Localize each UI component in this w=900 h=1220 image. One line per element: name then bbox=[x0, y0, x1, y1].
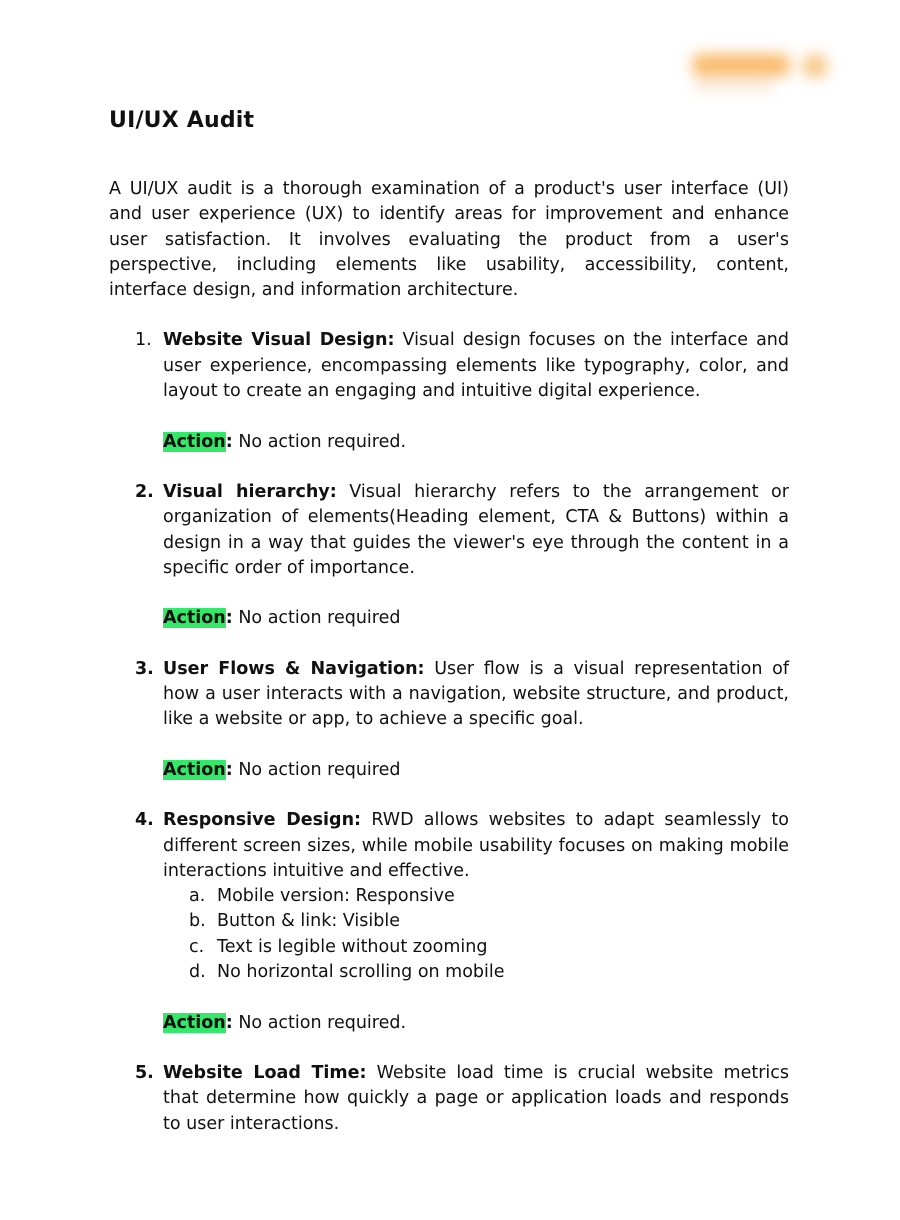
action-colon: : bbox=[225, 608, 233, 629]
action-text: No action required bbox=[238, 759, 401, 780]
section-description bbox=[163, 480, 789, 581]
audit-section-3 bbox=[109, 657, 789, 783]
intro-paragraph: A UI/UX audit is a thorough examination of a product's user interface (UI) and user experience (UX) to identify areas for improvement and enhance user satisfaction. It involves evaluating the product from a user's perspective, including elements like usability, accessibility, content, interface design, and information architecture. bbox=[109, 179, 789, 301]
section-text: User flow is a visual representation of how a user interacts with a navigation, website structure, and product, like a website or app, to achieve a specific goal. bbox=[163, 658, 789, 730]
action-label: Action bbox=[163, 1012, 226, 1033]
section-text: Website load time is crucial website metrics that determine how quickly a page or application loads and responds to user interactions. bbox=[163, 1062, 789, 1134]
audit-section-1 bbox=[109, 328, 789, 454]
section-heading: Responsive Design: bbox=[163, 810, 362, 831]
action-text: No action required bbox=[238, 608, 401, 629]
checklist-text: Text is legible without zooming bbox=[217, 936, 488, 957]
section-text: Visual hierarchy refers to the arrangement or organization of elements(Heading element, CTA & Buttons) within a design in a way that guides the viewer's eye through the content in a specific order of importance. bbox=[163, 481, 789, 578]
section-number: 4. bbox=[135, 810, 154, 831]
section-description bbox=[163, 808, 789, 884]
action-label: Action bbox=[163, 759, 226, 780]
document-page bbox=[109, 108, 789, 1162]
checklist-item bbox=[163, 884, 789, 909]
checklist-text: Button & link: Visible bbox=[217, 911, 400, 932]
checklist-item bbox=[163, 935, 789, 960]
checklist-item bbox=[163, 960, 789, 985]
section-heading: User Flows & Navigation: bbox=[163, 658, 425, 679]
checklist-text: No horizontal scrolling on mobile bbox=[217, 962, 505, 983]
section-heading: Website Load Time: bbox=[163, 1062, 367, 1083]
checklist-item bbox=[163, 909, 789, 934]
section-heading: Visual hierarchy: bbox=[163, 481, 337, 502]
audit-sections-list bbox=[109, 328, 789, 1136]
checklist-letter: a. bbox=[189, 886, 206, 907]
action-label: Action bbox=[163, 431, 226, 452]
section-description bbox=[163, 328, 789, 404]
section-number: 1. bbox=[135, 330, 152, 351]
checklist-letter: c. bbox=[189, 936, 205, 957]
section-number: 2. bbox=[135, 481, 154, 502]
action-label: Action bbox=[163, 608, 226, 629]
blurred-logo bbox=[686, 44, 846, 100]
section-description bbox=[163, 657, 789, 733]
audit-section-4 bbox=[109, 808, 789, 1036]
action-line bbox=[163, 758, 789, 783]
action-colon: : bbox=[225, 1012, 233, 1033]
action-colon: : bbox=[225, 431, 233, 452]
section-heading: Website Visual Design: bbox=[163, 330, 395, 351]
audit-section-2 bbox=[109, 480, 789, 632]
section-text: RWD allows websites to adapt seamlessly to different screen sizes, while mobile usability focuses on making mobile interactions intuitive and effective. bbox=[163, 810, 789, 881]
checklist-letter: b. bbox=[189, 911, 206, 932]
action-line bbox=[163, 1011, 789, 1036]
section-number: 5. bbox=[135, 1062, 154, 1083]
action-line bbox=[163, 606, 789, 631]
checklist-letter: d. bbox=[189, 962, 206, 983]
action-line bbox=[163, 430, 789, 455]
audit-section-5 bbox=[109, 1061, 789, 1137]
action-text: No action required. bbox=[238, 431, 407, 452]
page-title: UI/UX Audit bbox=[109, 108, 255, 133]
section-text: Visual design focuses on the interface and user experience, encompassing elements like typography, color, and layout to create an engaging and intuitive digital experience. bbox=[163, 330, 789, 402]
responsive-checklist bbox=[163, 884, 789, 985]
section-description bbox=[163, 1061, 789, 1137]
action-colon: : bbox=[225, 759, 233, 780]
action-text: No action required. bbox=[238, 1012, 407, 1033]
checklist-text: Mobile version: Responsive bbox=[217, 886, 455, 907]
section-number: 3. bbox=[135, 658, 154, 679]
